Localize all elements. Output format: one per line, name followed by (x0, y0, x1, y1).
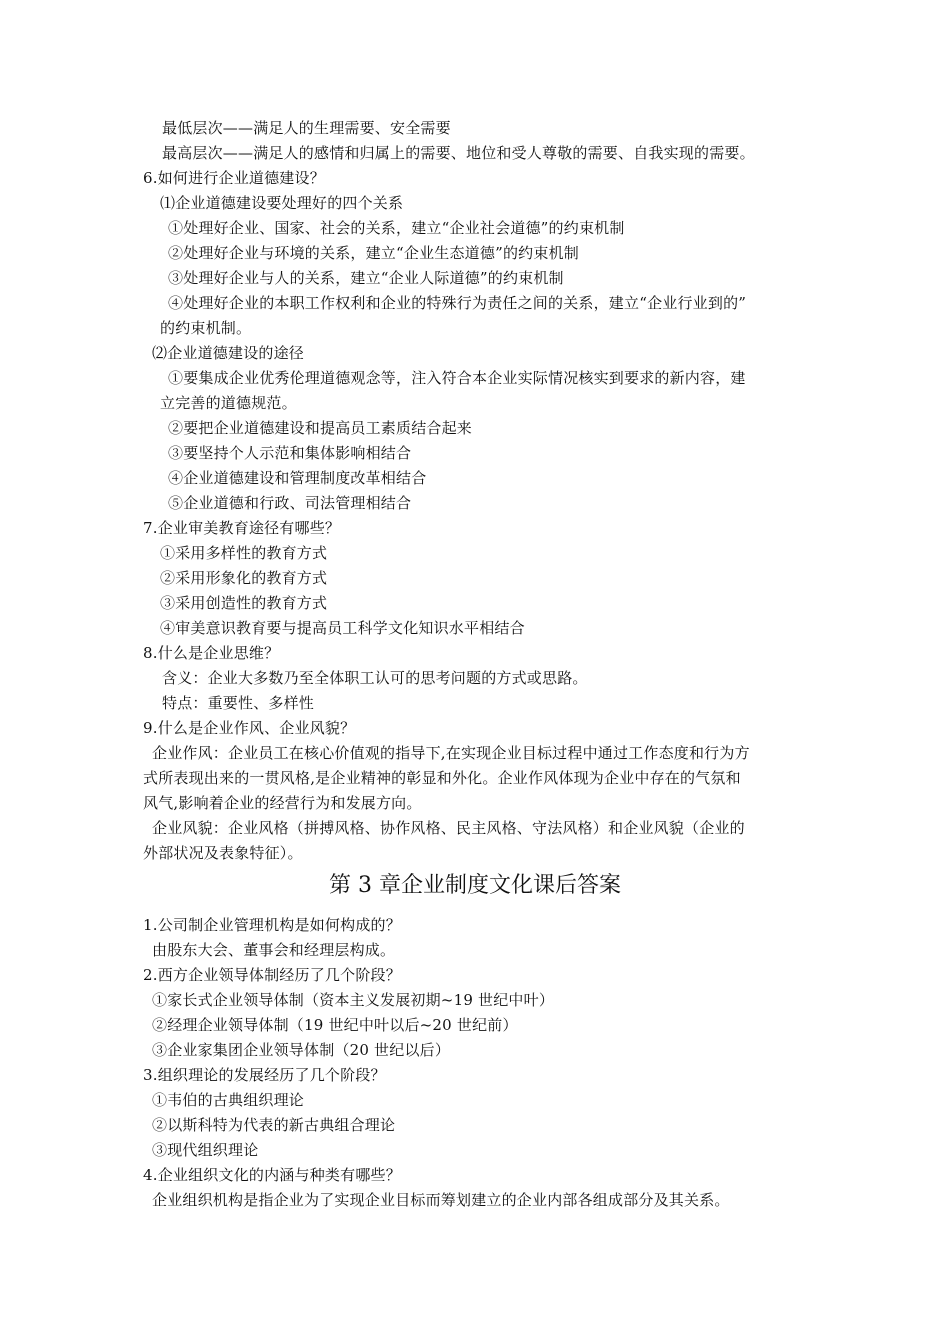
chapter-title: 第 3 章企业制度文化课后答案 (329, 873, 621, 898)
list-item-relation-1: ①处理好企业、国家、社会的关系，建立“企业社会道德”的约束机制 (168, 219, 625, 237)
list-item-leadership-2: ②经理企业领导体制（19 世纪中叶以后~20 世纪前） (152, 1016, 518, 1034)
paragraph-appearance-2: 外部状况及表象特征）。 (143, 844, 303, 862)
list-item-relation-2: ②处理好企业与环境的关系，建立“企业生态道德”的约束机制 (168, 244, 579, 262)
list-item-relation-4-cont: 的约束机制。 (160, 319, 252, 337)
list-item-leadership-1: ①家长式企业领导体制（资本主义发展初期~19 世纪中叶） (152, 991, 555, 1009)
paragraph-style-3: 风气,影响着企业的经营行为和发展方向。 (143, 794, 422, 812)
paragraph-style-2: 式所表现出来的一贯风格,是企业精神的彰显和外化。企业作风体现为企业中存在的气氛和 (143, 769, 741, 787)
list-item-approach-2: ②要把企业道德建设和提高员工素质结合起来 (168, 419, 473, 437)
question-6: 6.如何进行企业道德建设？ (143, 169, 325, 187)
list-item-relation-4: ④处理好企业的本职工作权利和企业的特殊行为责任之间的关系，建立“企业行业到的” (168, 294, 747, 312)
question-b2: 2.西方企业领导体制经历了几个阶段？ (143, 966, 401, 984)
list-item-leadership-3: ③企业家集团企业领导体制（20 世纪以后） (152, 1041, 451, 1059)
definition-meaning: 含义：企业大多数乃至全体职工认可的思考问题的方式或思路。 (162, 669, 588, 687)
list-item-aesthetic-4: ④审美意识教育要与提高员工科学文化知识水平相结合 (160, 619, 525, 637)
list-item-approach-1-cont: 立完善的道德规范。 (160, 394, 297, 412)
list-item-theory-1: ①韦伯的古典组织理论 (152, 1091, 305, 1109)
question-b3: 3.组织理论的发展经历了几个阶段？ (143, 1066, 386, 1084)
list-item-theory-2: ②以斯科特为代表的新古典组合理论 (152, 1116, 396, 1134)
text-line-lowest-level: 最低层次——满足人的生理需要、安全需要 (162, 119, 451, 137)
list-item-approach-1: ①要集成企业优秀伦理道德观念等，注入符合本企业实际情况核实到要求的新内容，建 (168, 369, 746, 387)
paragraph-appearance-1: 企业风貌：企业风格（拼搏风格、协作风格、民主风格、守法风格）和企业风貌（企业的 (152, 819, 745, 837)
list-item-approach-5: ⑤企业道德和行政、司法管理相结合 (168, 494, 412, 512)
definition-features: 特点：重要性、多样性 (162, 694, 315, 712)
list-item-theory-3: ③现代组织理论 (152, 1141, 259, 1159)
list-item-aesthetic-2: ②采用形象化的教育方式 (160, 569, 328, 587)
list-item-approach-3: ③要坚持个人示范和集体影响相结合 (168, 444, 412, 462)
answer-b4: 企业组织机构是指企业为了实现企业目标而筹划建立的企业内部各组成部分及其关系。 (152, 1191, 730, 1209)
question-7: 7.企业审美教育途径有哪些？ (143, 519, 341, 537)
answer-b1: 由股东大会、董事会和经理层构成。 (152, 941, 396, 959)
list-item-aesthetic-1: ①采用多样性的教育方式 (160, 544, 328, 562)
subheading-four-relations: ⑴企业道德建设要处理好的四个关系 (160, 194, 404, 212)
question-b4: 4.企业组织文化的内涵与种类有哪些？ (143, 1166, 401, 1184)
list-item-aesthetic-3: ③采用创造性的教育方式 (160, 594, 328, 612)
question-8: 8.什么是企业思维？ (143, 644, 280, 662)
list-item-approach-4: ④企业道德建设和管理制度改革相结合 (168, 469, 427, 487)
question-b1: 1.公司制企业管理机构是如何构成的？ (143, 916, 401, 934)
question-9: 9.什么是企业作风、企业风貌？ (143, 719, 356, 737)
text-line-highest-level: 最高层次——满足人的感情和归属上的需要、地位和受人尊敬的需要、自我实现的需要。 (162, 144, 755, 162)
paragraph-style-1: 企业作风：企业员工在核心价值观的指导下,在实现企业目标过程中通过工作态度和行为方 (152, 744, 750, 762)
list-item-relation-3: ③处理好企业与人的关系，建立“企业人际道德”的约束机制 (168, 269, 564, 287)
subheading-approaches: ⑵企业道德建设的途径 (152, 344, 305, 362)
